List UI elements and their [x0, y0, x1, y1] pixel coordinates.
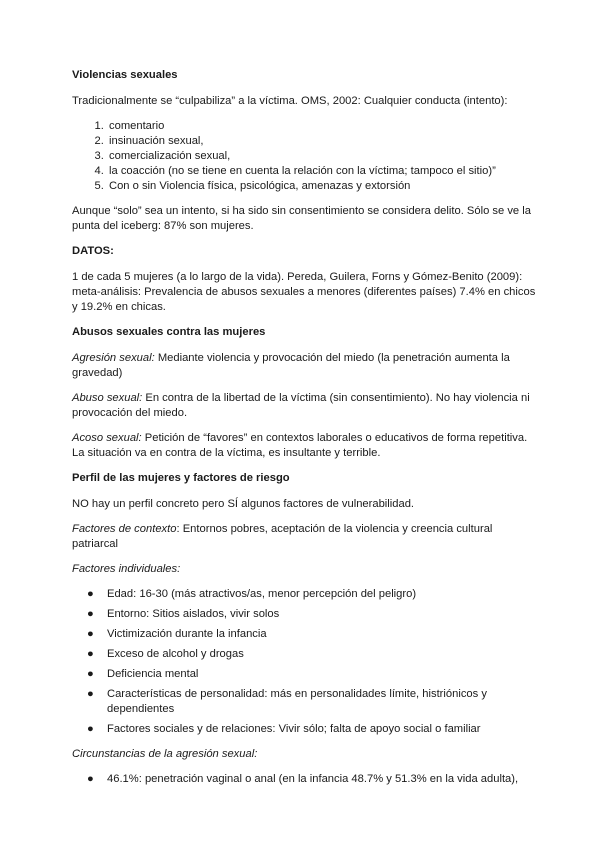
list-item: [87, 687, 537, 717]
list-item-text: Victimización durante la infancia: [107, 628, 267, 640]
list-item-text: Factores sociales y de relaciones: Vivir sólo; falta de apoyo social o familiar: [107, 723, 481, 735]
label-individuales: Factores individuales:: [72, 563, 181, 575]
list-item: [87, 772, 537, 787]
label-circunstancias: Circunstancias de la agresión sexual:: [72, 748, 258, 760]
list-item-text: Deficiencia mental: [107, 668, 199, 680]
paragraph-contexto: [72, 522, 537, 552]
list-item-text: Edad: 16-30 (más atractivos/as, menor percepción del peligro): [107, 588, 417, 600]
bullet-icon: ●: [87, 628, 94, 640]
bullet-icon: ●: [87, 608, 94, 620]
paragraph-agresion: [72, 351, 537, 381]
list-item-text: Características de personalidad: más en personalidades límite, histriónicos y dependientes: [107, 688, 487, 715]
list-item-text: Entorno: Sitios aislados, vivir solos: [107, 608, 280, 620]
paragraph-datos: 1 de cada 5 mujeres (a lo largo de la vida). Pereda, Guilera, Forns y Gómez-Benito (2009): meta-análisis: Prevalencia de abusos sexuales a menores (diferentes países) 7.4% en chicos y 19.2% en chicas.: [72, 271, 536, 313]
paragraph-perfil-intro: NO hay un perfil concreto pero SÍ algunos factores de vulnerabilidad.: [72, 498, 415, 510]
section-heading-datos: DATOS:: [72, 245, 114, 257]
definition-acoso: Petición de “favores” en contextos laborales o educativos de forma repetitiva. La situación va en contra de la víctima, es insultante y terrible.: [72, 432, 528, 459]
list-item: [87, 587, 537, 602]
list-item-text: 46.1%: penetración vaginal o anal (en la infancia 48.7% y 51.3% en la vida adulta),: [107, 773, 519, 785]
list-item: 1. comentario: [107, 119, 537, 134]
section-heading-abusos: Abusos sexuales contra las mujeres: [72, 326, 266, 338]
bullet-icon: ●: [87, 648, 94, 660]
bullet-icon: ●: [87, 773, 94, 785]
term-contexto: Factores de contexto: [72, 523, 177, 535]
bullet-list-circunstancias: [72, 772, 537, 787]
term-agresion: Agresión sexual:: [72, 352, 155, 364]
section-heading-perfil: Perfil de las mujeres y factores de riesgo: [72, 472, 290, 484]
list-item-text: Exceso de alcohol y drogas: [107, 648, 244, 660]
definition-abuso: En contra de la libertad de la víctima (sin consentimiento). No hay violencia ni provocación del miedo.: [72, 392, 530, 419]
list-item: [87, 667, 537, 682]
list-item: 2. insinuación sexual,: [107, 134, 537, 149]
paragraph-intro: Tradicionalmente se “culpabiliza” a la víctima. OMS, 2002: Cualquier conducta (intento):: [72, 95, 508, 107]
list-item: [87, 607, 537, 622]
list-item: 5. Con o sin Violencia física, psicológica, amenazas y extorsión: [107, 179, 537, 194]
bullet-icon: ●: [87, 723, 94, 735]
term-abuso: Abuso sexual:: [72, 392, 143, 404]
paragraph-abuso: [72, 391, 537, 421]
numbered-list: [72, 119, 537, 194]
list-item: 4. la coacción (no se tiene en cuenta la relación con la víctima; tampoco el sitio)”: [107, 164, 537, 179]
paragraph-note: Aunque “solo” sea un intento, si ha sido sin consentimiento se considera delito. Sólo se ve la punta del iceberg: 87% son mujeres.: [72, 205, 531, 232]
paragraph-acoso: [72, 431, 537, 461]
bullet-icon: ●: [87, 588, 94, 600]
list-item: [87, 627, 537, 642]
list-item: 3. comercialización sexual,: [107, 149, 537, 164]
bullet-icon: ●: [87, 688, 94, 700]
list-item: [87, 647, 537, 662]
definition-contexto: : Entornos pobres, aceptación de la violencia y creencia cultural patriarcal: [72, 523, 493, 550]
section-heading-violencias: Violencias sexuales: [72, 69, 178, 81]
document-page: [72, 68, 537, 797]
bullet-list-individuales: [72, 587, 537, 737]
term-acoso: Acoso sexual:: [72, 432, 142, 444]
list-item: [87, 722, 537, 737]
bullet-icon: ●: [87, 668, 94, 680]
definition-agresion: Mediante violencia y provocación del miedo (la penetración aumenta la gravedad): [72, 352, 510, 379]
